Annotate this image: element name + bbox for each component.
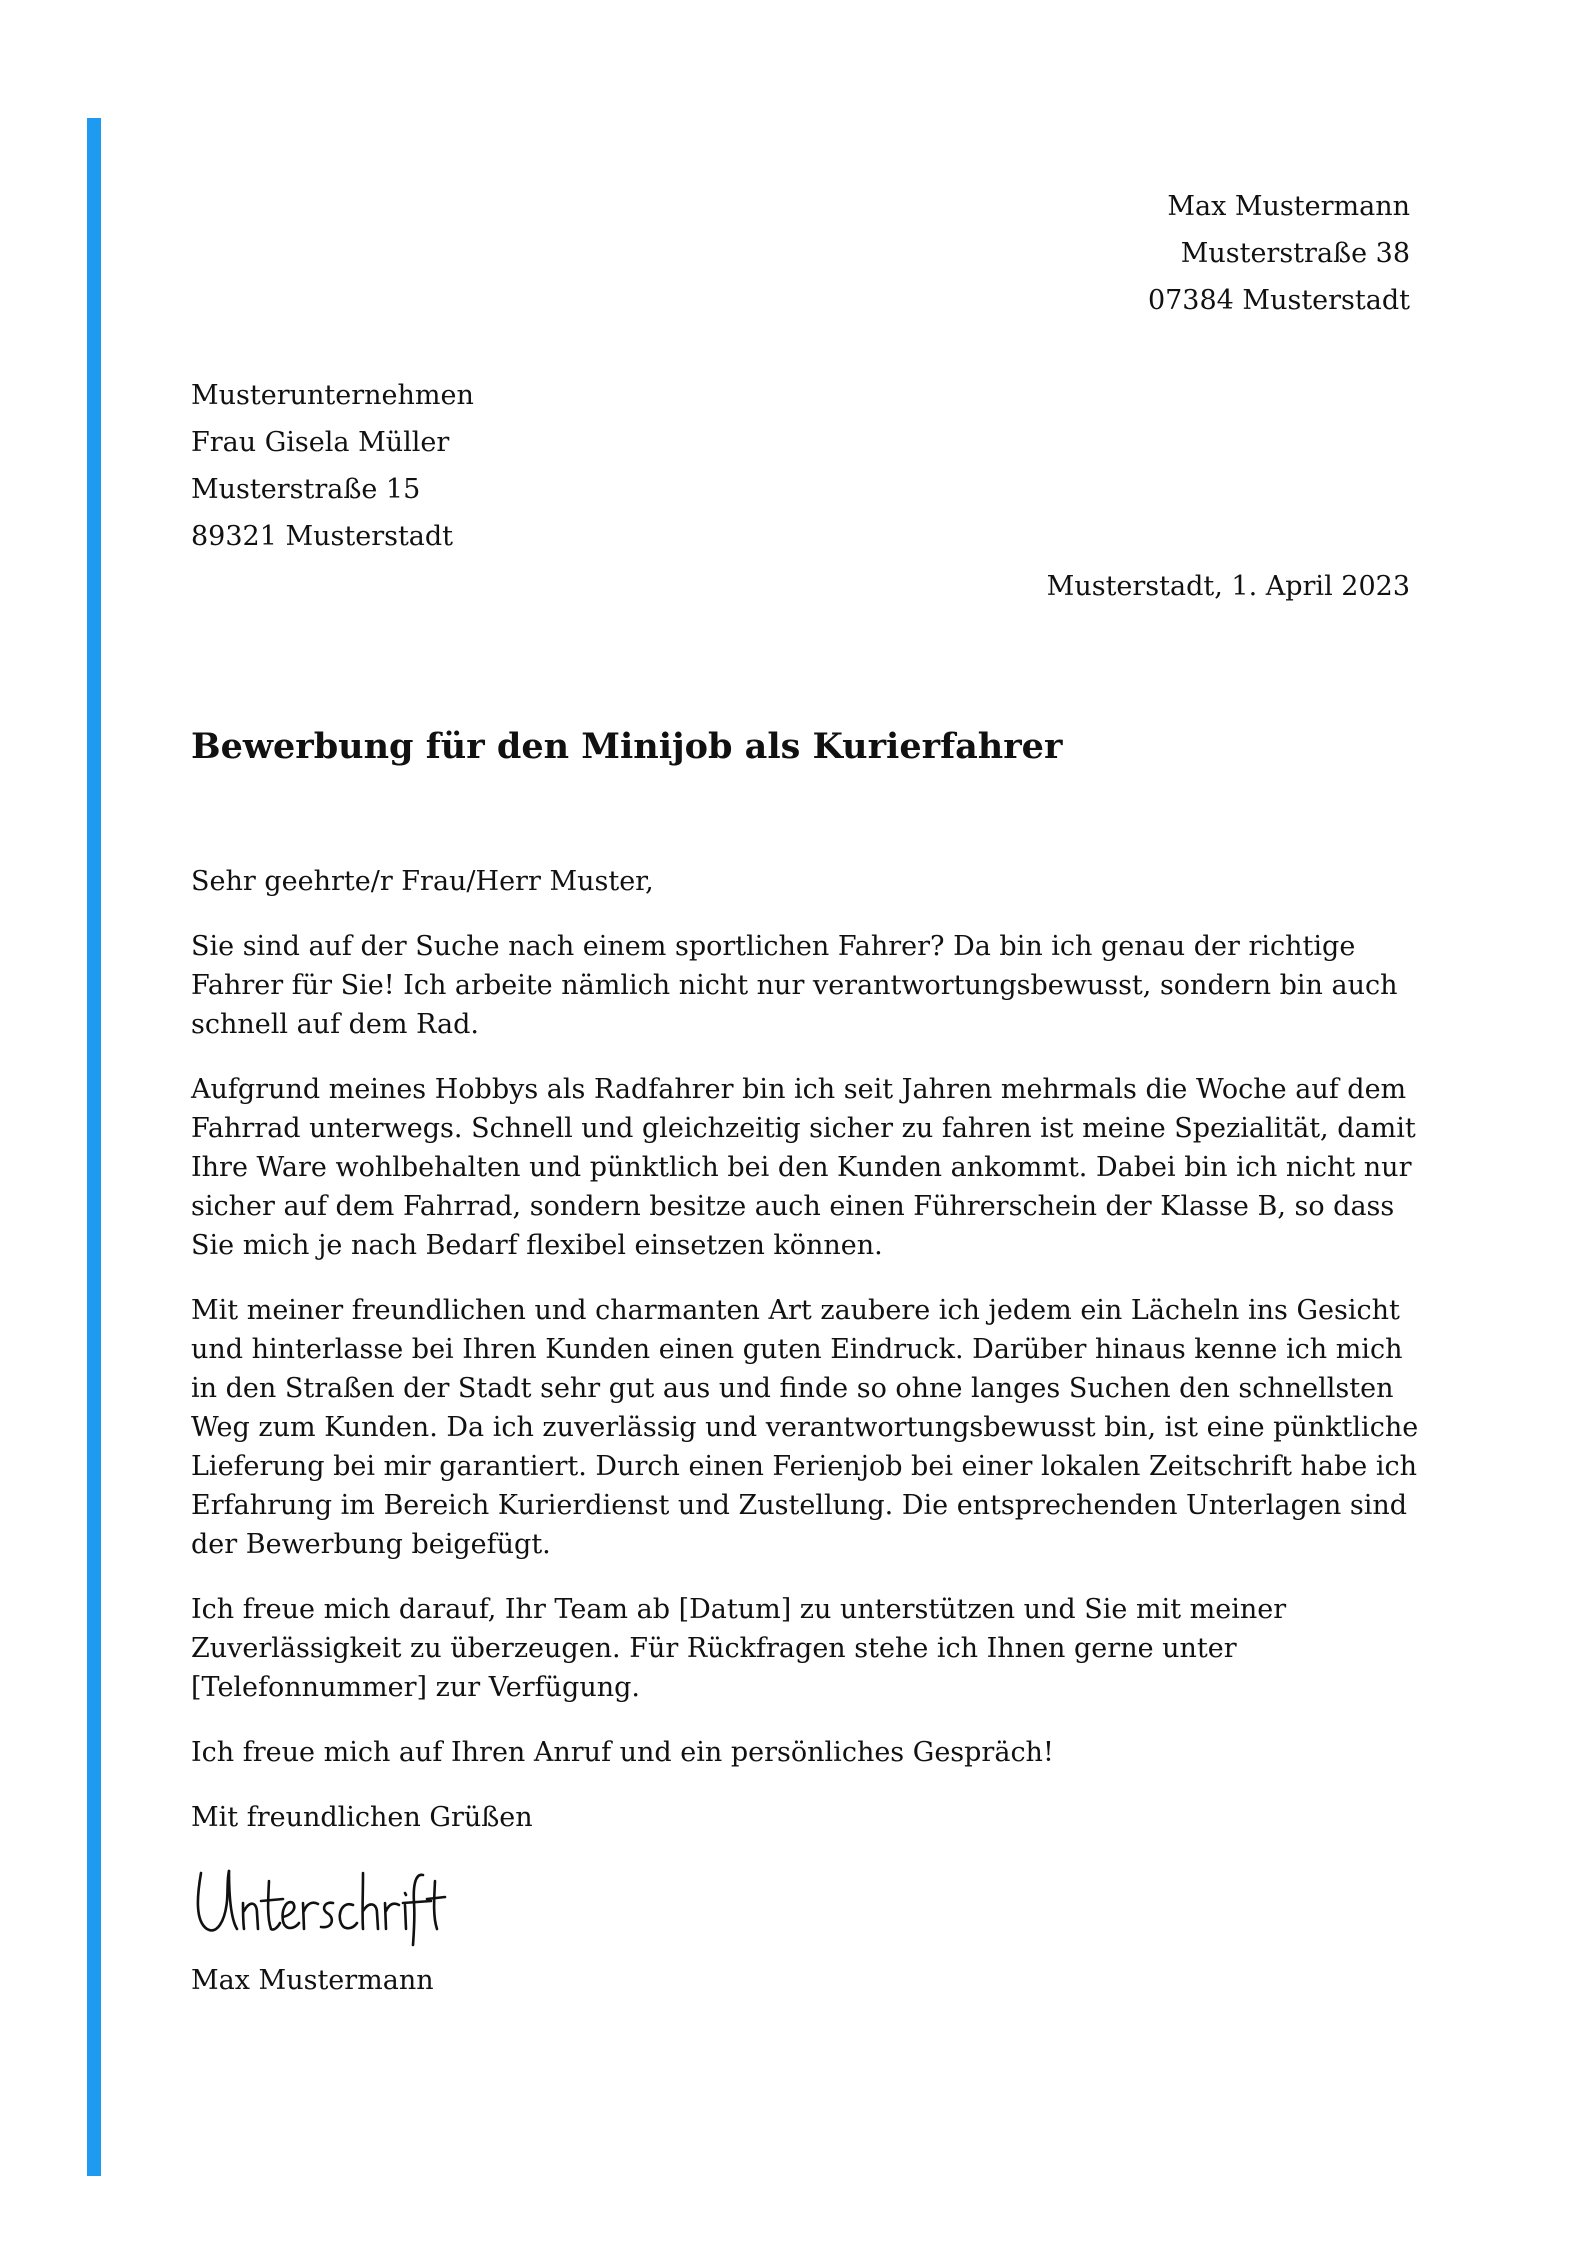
closing: Mit freundlichen Grüßen [191,1802,533,1833]
recipient-address [191,372,474,560]
signature [187,1851,447,1951]
subject-heading: Bewerbung für den Minijob als Kurierfahrer [191,726,1063,767]
paragraph-2: Aufgrund meines Hobbys als Radfahrer bin ich seit Jahren mehrmals die Woche auf dem Fahrrad unterwegs. Schnell und gleichzeitig sicher zu fahren ist meine Spezialität, damit Ihre Ware wohlbehalten und pünktlich bei den Kunden ankommt. Dabei bin ich nicht nur sicher auf dem Fahrrad, sondern besitze auch einen Führerschein der Klasse B, so dass Sie mich je nach Bedarf flexibel einsetzen können. [191,1074,1416,1261]
recipient-person: Frau Gisela Müller [191,427,450,458]
recipient-street: Musterstraße 15 [191,474,421,505]
recipient-company: Musterunternehmen [191,380,474,411]
sender-city: 07384 Musterstadt [1147,285,1410,316]
recipient-city: 89321 Musterstadt [191,521,454,552]
sender-address [1148,183,1410,324]
sender-street: Musterstraße 38 [1180,238,1410,269]
paragraph-1: Sie sind auf der Suche nach einem sportlichen Fahrer? Da bin ich genau der richtige Fahrer für Sie! Ich arbeite nämlich nicht nur verantwortungsbewusst, sondern bin auch schnell auf dem Rad. [191,931,1398,1040]
signer-name: Max Mustermann [191,1965,434,1996]
sender-name: Max Mustermann [1167,191,1410,222]
salutation: Sehr geehrte/r Frau/Herr Muster, [191,866,654,897]
paragraph-4: Ich freue mich darauf, Ihr Team ab [Datum] zu unterstützen und Sie mit meiner Zuverlässigkeit zu überzeugen. Für Rückfragen stehe ich Ihnen gerne unter [Telefonnummer] zur Verfügung. [191,1594,1287,1703]
letter-body [191,862,1421,2026]
paragraph-3: Mit meiner freundlichen und charmanten Art zaubere ich jedem ein Lächeln ins Gesicht und hinterlasse bei Ihren Kunden einen guten Eindruck. Darüber hinaus kenne ich mich in den Straßen der Stadt sehr gut aus und finde so ohne langes Suchen den schnellsten Weg zum Kunden. Da ich zuverlässig und verantwortungsbewusst bin, ist eine pünktliche Lieferung bei mir garantiert. Durch einen Ferienjob bei einer lokalen Zeitschrift habe ich Erfahrung im Bereich Kurierdienst und Zustellung. Die entsprechenden Unterlagen sind der Bewerbung beigefügt. [191,1295,1419,1560]
accent-bar [87,118,101,2176]
date-line: Musterstadt, 1. April 2023 [1046,571,1410,602]
paragraph-5: Ich freue mich auf Ihren Anruf und ein persönliches Gespräch! [191,1737,1054,1768]
